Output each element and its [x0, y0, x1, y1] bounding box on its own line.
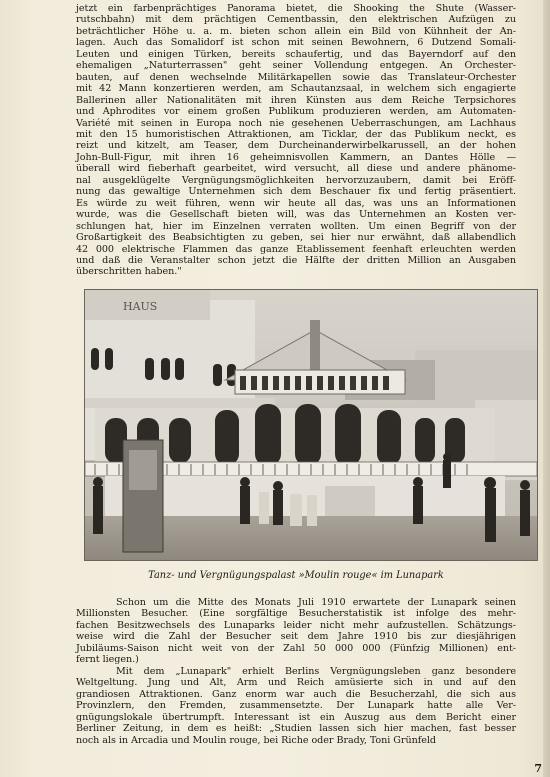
text-line: beträchtlicher Höhe u. a. m. bieten schon allein ein Bild von Kühnheit der An- [76, 25, 516, 37]
text-line: gnügungslokale übertrumpft. Interessant ist ein Auszug aus dem Bericht einer [76, 711, 516, 723]
text-line: lagen. Auch das Somalidorf ist schon mit seinen Bewohnern, 6 Dutzend Somali- [76, 37, 516, 49]
text-line: Leuten und einigen Türken, bereits schaufertig, und das Bayerndorf auf den [76, 48, 516, 60]
text-line: und Aphrodites vor einem großen Publikum produzieren werden, am Automaten- [76, 106, 516, 118]
text-line: weise wird die Zahl der Besucher seit dem Jahre 1910 bis zur diesjährigen [76, 631, 516, 643]
text-line: überschritten haben." [76, 266, 182, 278]
text-line: John-Bull-Figur, mit ihren 16 geheimnisvollen Kammern, an Dantes Hölle — [76, 151, 516, 163]
text-line: ehemaligen „Naturterrassen" geht seiner Vollendung entgegen. An Orchester- [76, 60, 516, 72]
text-line: reizt und kitzelt, am Teaser, dem Durcheinanderwirbelkarussell, an der hohen [76, 140, 516, 152]
text-line: überall wird fieberhaft gearbeitet, wird versucht, all diese und andere phänome- [76, 163, 516, 175]
text-line: rutschbahn) mit dem prächtigen Cementbassin, den elektrischen Aufzügen zu [76, 14, 516, 26]
paragraph-3-text [76, 666, 516, 746]
text-line: bauten, auf denen wechselnde Militärkapellen sowie das Translateur-Orchester [76, 71, 516, 83]
text-line: schlungen hat, hier im Einzelnen verraten wollten. Um einen Begriff von der [76, 220, 516, 232]
text-line: Es würde zu weit führen, wenn wir heute all das, was uns an Informationen [76, 197, 516, 209]
text-line: grandiosen Attraktionen. Ganz enorm war auch die Besucherzahl, die sich aus [76, 688, 516, 700]
text-line: Weltgeltung. Jung und Alt, Arm und Reich amüsierte sich in und auf den [76, 677, 516, 689]
text-line: Mit dem „Lunapark" erhielt Berlins Vergnügungsleben ganz besondere [116, 666, 516, 677]
text-line: mit 42 Mann konzertieren werden, am Schautanzsaal, in welchem sich engagierte [76, 83, 516, 95]
photo-caption: Tanz- und Vergnügungspalast »Moulin rouge« im Lunapark [148, 570, 444, 581]
text-line: Schon um die Mitte des Monats Juli 1910 erwartete der Lunapark seinen [116, 597, 516, 608]
text-line: mit den 15 humoristischen Attraktionen, am Ticklar, der das Publikum neckt, es [76, 128, 516, 140]
page-number: 7 [534, 762, 542, 775]
text-line: Ballerinen aller Nationalitäten mit ihren Künsten aus dem Reiche Terpsichores [76, 94, 516, 106]
moulin-rouge-photo [84, 289, 538, 561]
text-line: Großartigkeit des Beabsichtigten zu geben, sei hier nur erwähnt, daß allabendlich [76, 232, 516, 244]
text-line: Jubiläums-Saison nicht weit von der Zahl 50 000 000 (Fünfzig Millionen) ent- [76, 642, 516, 654]
text-line: Provinzlern, den Fremden, zusammensetzte. Der Lunapark hatte alle Ver- [76, 700, 516, 712]
text-line: Variété mit seinen in Europa noch nie gesehenen Ueberraschungen, am Lachhaus [76, 117, 516, 129]
paragraph-1-text [76, 3, 516, 278]
text-line: Millionsten Besucher. (Eine sorgfältige Besucherstatistik ist infolge des mehr- [76, 608, 516, 620]
sign-text: HAUS [123, 300, 158, 313]
text-line: noch als in Arcadia und Moulin rouge, bei Riche oder Brady, Toni Grünfeld [76, 734, 436, 746]
text-line: nal ausgeklügelte Vergnügungsmöglichkeiten hervorzuzaubern, damit bei Eröff- [76, 174, 516, 186]
paragraph-2-text [76, 597, 516, 666]
text-line: und daß die Veranstalter schon jetzt die Hälfte der dritten Million an Ausgaben [76, 254, 516, 266]
paragraph-2 [76, 597, 516, 666]
text-line: nung das gewaltige Unternehmen sich dem Beschauer fix und fertig präsentiert. [76, 186, 516, 198]
paragraph-3 [76, 666, 516, 746]
photo-illustration [85, 290, 537, 560]
text-line: jetzt ein farbenprächtiges Panorama bietet, die Shooking the Shute (Wasser- [76, 3, 516, 14]
text-line: fernt liegen.) [76, 654, 139, 666]
page-edge [543, 0, 550, 777]
text-line: fachen Besitzwechsels des Lunaparks leider nicht mehr aufzustellen. Schätzungs- [76, 619, 516, 631]
text-line: wurde, was die Gesellschaft bieten will, was das Unternehmen an Kosten ver- [76, 209, 516, 221]
text-line: 42 000 elektrische Flammen das ganze Etablissement feenhaft erleuchten werden [76, 243, 516, 255]
text-line: Berliner Zeitung, in dem es heißt: „Studien lassen sich hier machen, fast besser [76, 723, 516, 735]
paragraph-1 [76, 3, 516, 278]
